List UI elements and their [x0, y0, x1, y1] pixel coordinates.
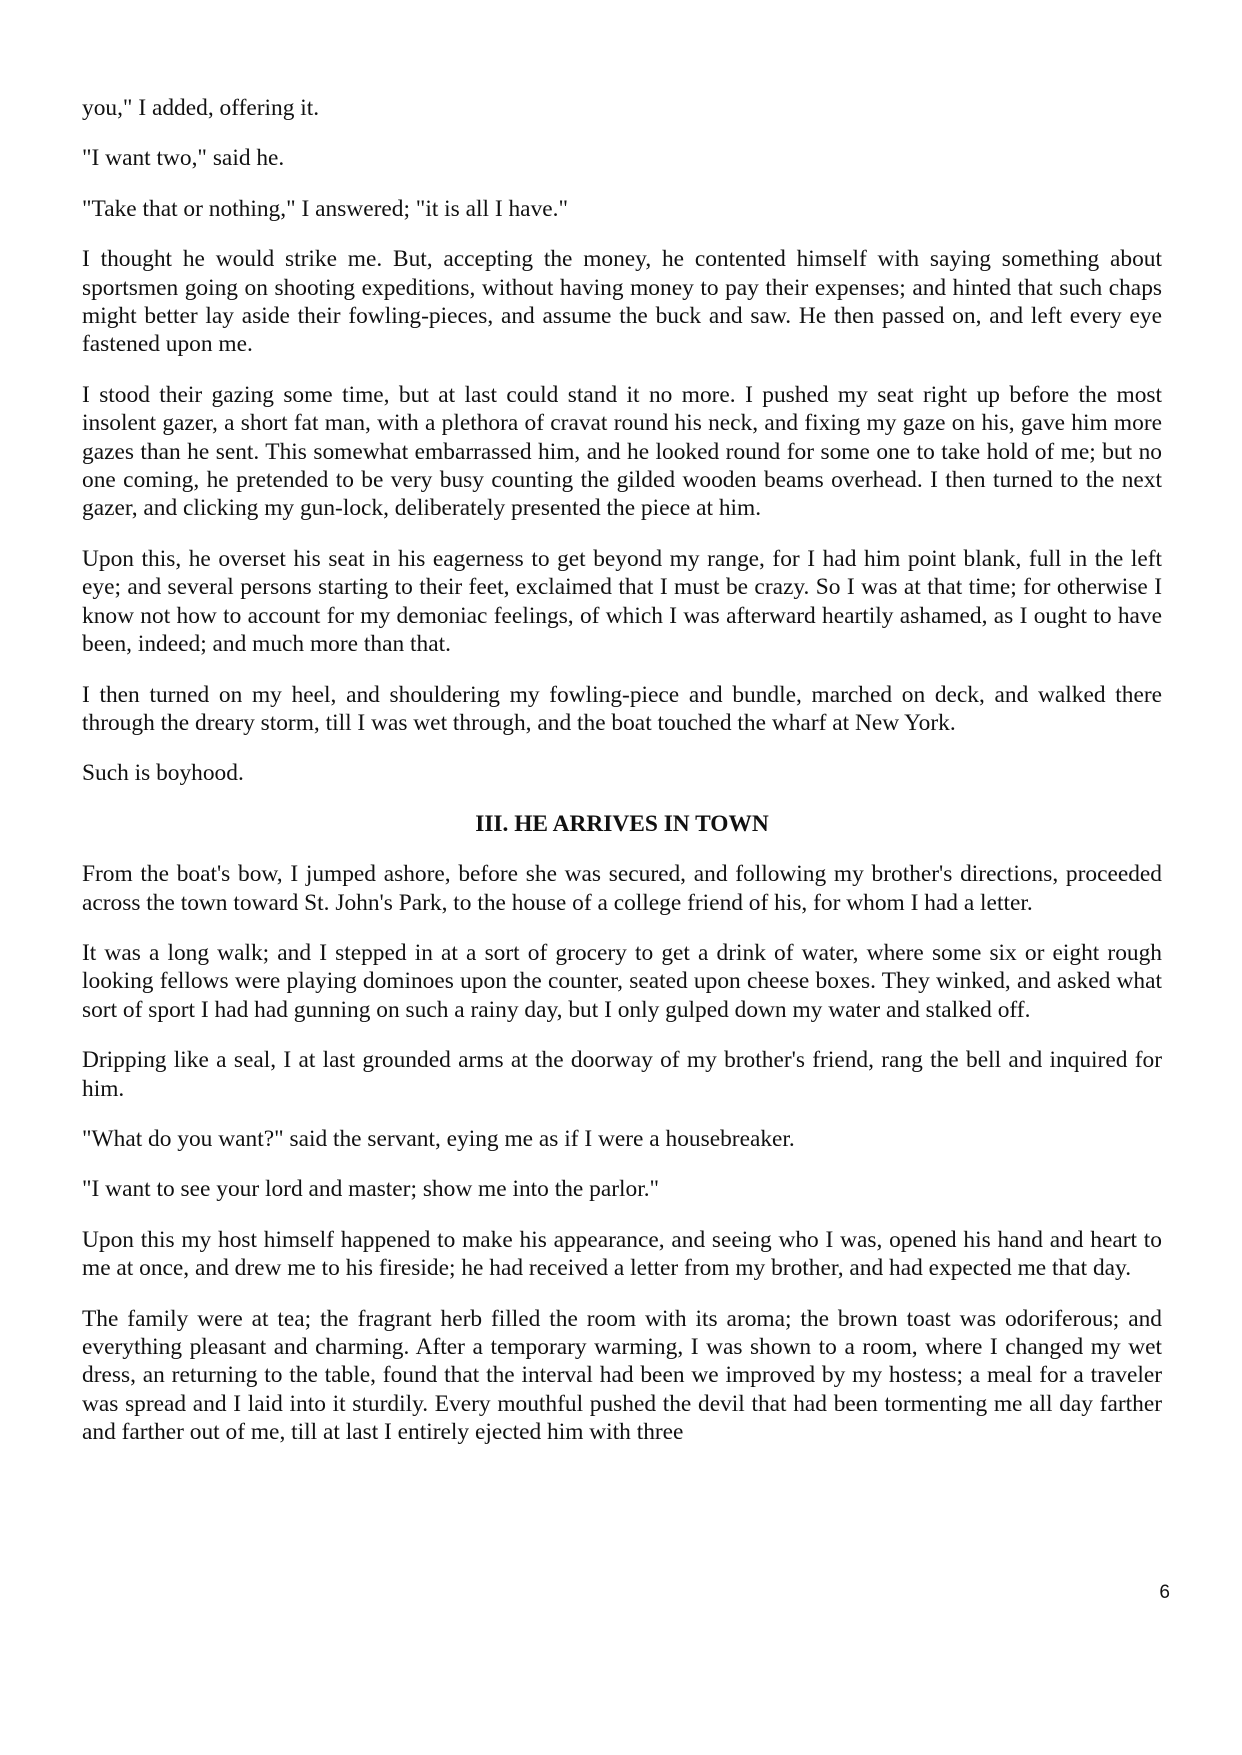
paragraph: Dripping like a seal, I at last grounded arms at the doorway of my brother's friend, rang the bell and inquired for him.	[82, 1047, 1162, 1102]
chapter-heading: III. HE ARRIVES IN TOWN	[475, 810, 769, 837]
paragraph: I thought he would strike me. But, accepting the money, he contented himself with saying something about sportsmen going on shooting expeditions, without having money to pay their expenses; and hinted that such chaps might better lay aside their fowling-pieces, and assume the buck and saw. He then passed on, and left every eye fastened upon me.	[82, 246, 1162, 358]
paragraph: Upon this, he overset his seat in his eagerness to get beyond my range, for I had him point blank, full in the left eye; and several persons starting to their feet, exclaimed that I must be crazy. So I was at that time; for otherwise I know not how to account for my demoniac feelings, of which I was afterward heartily ashamed, as I ought to have been, indeed; and much more than that.	[82, 545, 1162, 658]
document-page	[82, 94, 1162, 1469]
paragraph: Such is boyhood.	[82, 760, 244, 787]
paragraph: "I want to see your lord and master; show me into the parlor."	[82, 1176, 660, 1203]
paragraph: "What do you want?" said the servant, eying me as if I were a housebreaker.	[82, 1125, 795, 1152]
paragraph: The family were at tea; the fragrant herb filled the room with its aroma; the brown toast was odoriferous; and everything pleasant and charming. After a temporary warming, I was shown to a room, where I changed my wet dress, an returning to the table, found that the interval had been we improved by my hostess; a meal for a traveler was spread and I laid into it sturdily. Every mouthful pushed the devil that had been tormenting me all day farther and farther out of me, till at last I entirely ejected him with three	[82, 1305, 1162, 1446]
paragraph: "Take that or nothing," I answered; "it is all I have."	[82, 195, 569, 222]
paragraph: "I want two," said he.	[82, 145, 285, 172]
paragraph: It was a long walk; and I stepped in at a sort of grocery to get a drink of water, where some six or eight rough looking fellows were playing dominoes upon the counter, seated upon cheese boxes. They winked, and asked what sort of sport I had had gunning on such a rainy day, but I only gulped down my water and stalked off.	[82, 939, 1162, 1023]
paragraph: From the boat's bow, I jumped ashore, before she was secured, and following my brother's directions, proceeded across the town toward St. John's Park, to the house of a college friend of his, for whom I had a letter.	[82, 861, 1162, 916]
paragraph: you," I added, offering it.	[82, 95, 320, 121]
paragraph: I stood their gazing some time, but at last could stand it no more. I pushed my seat right up before the most insolent gazer, a short fat man, with a plethora of cravat round his neck, and fixing my gaze on his, gave him more gazes than he sent. This somewhat embarrassed him, and he looked round for some one to take hold of me; but no one coming, he pretended to be very busy counting the gilded wooden beams overhead. I then turned to the next gazer, and clicking my gun-lock, deliberately presented the piece at him.	[82, 381, 1162, 522]
paragraph: Upon this my host himself happened to make his appearance, and seeing who I was, opened his hand and heart to me at once, and drew me to his fireside; he had received a letter from my brother, and had expected me that day.	[82, 1226, 1162, 1282]
paragraph: I then turned on my heel, and shouldering my fowling-piece and bundle, marched on deck, and walked there through the dreary storm, till I was wet through, and the boat touched the wharf at New York.	[82, 681, 1162, 736]
page-number: 6	[1159, 1582, 1170, 1603]
